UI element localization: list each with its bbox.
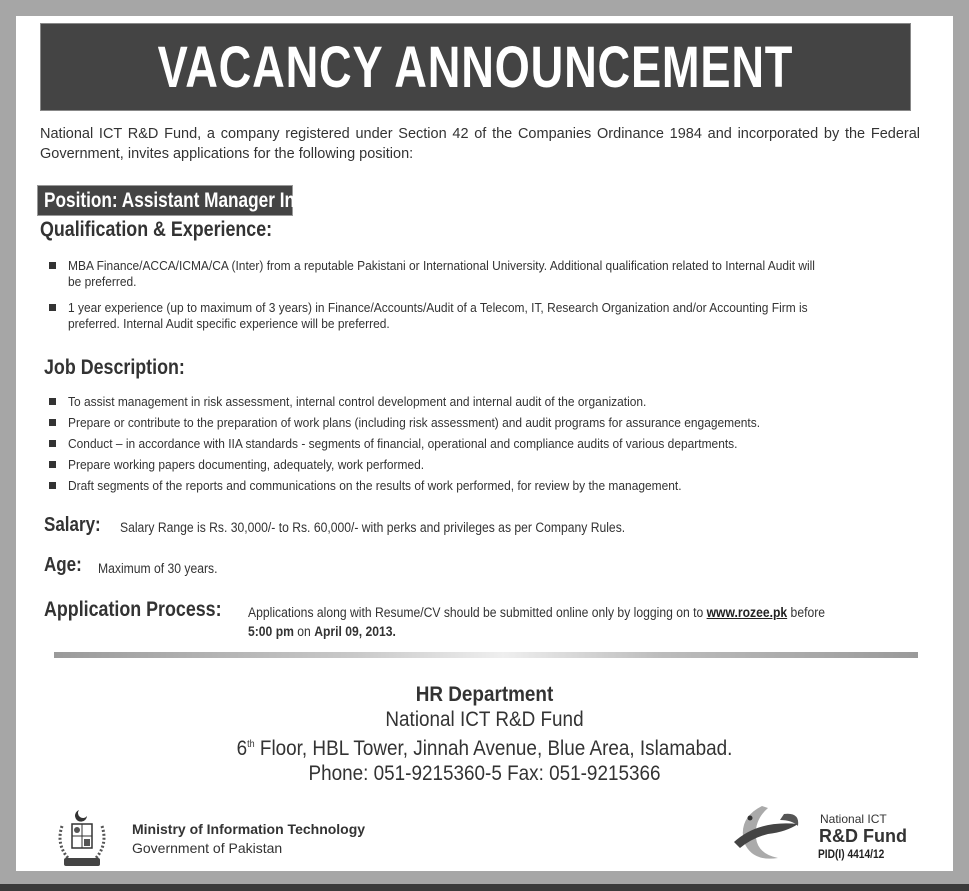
page-title: VACANCY ANNOUNCEMENT (157, 34, 794, 100)
list-item: MBA Finance/ACCA/ICMA/CA (Inter) from a reputable Pakistani or International University. Additional qualification related to Internal Audit will be preferred. (44, 258, 888, 290)
age-text: Maximum of 30 years. (98, 561, 218, 576)
qualification-list (44, 258, 888, 342)
deadline-time: 5:00 pm (248, 624, 294, 639)
list-item: Draft segments of the reports and communications on the results of work performed, for review by the management. (44, 478, 820, 494)
rozee-link[interactable]: www.rozee.pk (706, 605, 788, 620)
position-bar (37, 185, 391, 216)
salary-label: Salary: (44, 514, 101, 536)
address: 6th Floor, HBL Tower, Jinnah Avenue, Blue Area, Islamabad. (236, 737, 733, 760)
rd-fund-logo-icon (728, 798, 818, 864)
job-description-list (44, 394, 820, 499)
position-title: Position: Assistant Manager Internal Audit (44, 189, 391, 212)
phone-fax: Phone: 051-9215360-5 Fax: 051-9215366 (308, 762, 661, 785)
square-bullet-icon (49, 461, 56, 468)
list-item: To assist management in risk assessment, internal control development and internal audit of the organization. (44, 394, 820, 410)
list-item: 1 year experience (up to maximum of 3 years) in Finance/Accounts/Audit of a Telecom, IT, Research Organization and/or Accounting Firm is preferred. Internal Audit specific experience will be preferred. (44, 300, 888, 332)
pakistan-emblem-icon (52, 806, 112, 870)
square-bullet-icon (49, 419, 56, 426)
ministry-name: Ministry of Information Technology (132, 821, 366, 837)
intro-text: National ICT R&D Fund, a company registered under Section 42 of the Companies Ordinance 1984 and incorporated by the Federal Government, invites applications for the following position: (40, 126, 920, 162)
application-deadline: 5:00 pm on April 09, 2013. (248, 624, 396, 639)
application-process-label: Application Process: (44, 598, 222, 621)
announcement-page (16, 16, 953, 871)
square-bullet-icon (49, 304, 56, 311)
square-bullet-icon (49, 440, 56, 447)
contact-block (16, 682, 953, 786)
title-banner (40, 23, 911, 111)
job-description-heading: Job Description: (44, 356, 185, 379)
salary-text: Salary Range is Rs. 30,000/- to Rs. 60,000/- with perks and privileges as per Company Rules. (120, 520, 626, 535)
application-process-text: Applications along with Resume/CV should be submitted online only by logging on to www.rozee.pk before (248, 605, 826, 620)
qualification-heading: Qualification & Experience: (40, 218, 273, 241)
fund-name-line1: National ICT (820, 812, 887, 826)
square-bullet-icon (49, 482, 56, 489)
deadline-date: April 09, 2013. (314, 624, 396, 639)
square-bullet-icon (49, 398, 56, 405)
age-label: Age: (44, 554, 82, 576)
square-bullet-icon (49, 262, 56, 269)
list-item: Conduct – in accordance with IIA standards - segments of financial, operational and compliance audits of various departments. (44, 436, 820, 452)
hr-department: HR Department (415, 683, 554, 706)
list-item: Prepare or contribute to the preparation of work plans (including risk assessment) and audit programs for assurance engagements. (44, 415, 820, 431)
ministry-government: Government of Pakistan (132, 840, 283, 856)
list-item: Prepare working papers documenting, adequately, work performed. (44, 457, 820, 473)
section-divider (54, 652, 918, 658)
fund-name-line2: R&D Fund (819, 826, 907, 846)
pid-number: PID(I) 4414/12 (818, 847, 885, 861)
intro-paragraph (40, 124, 920, 164)
bottom-border (0, 884, 969, 891)
organization-name: National ICT R&D Fund (385, 708, 584, 731)
